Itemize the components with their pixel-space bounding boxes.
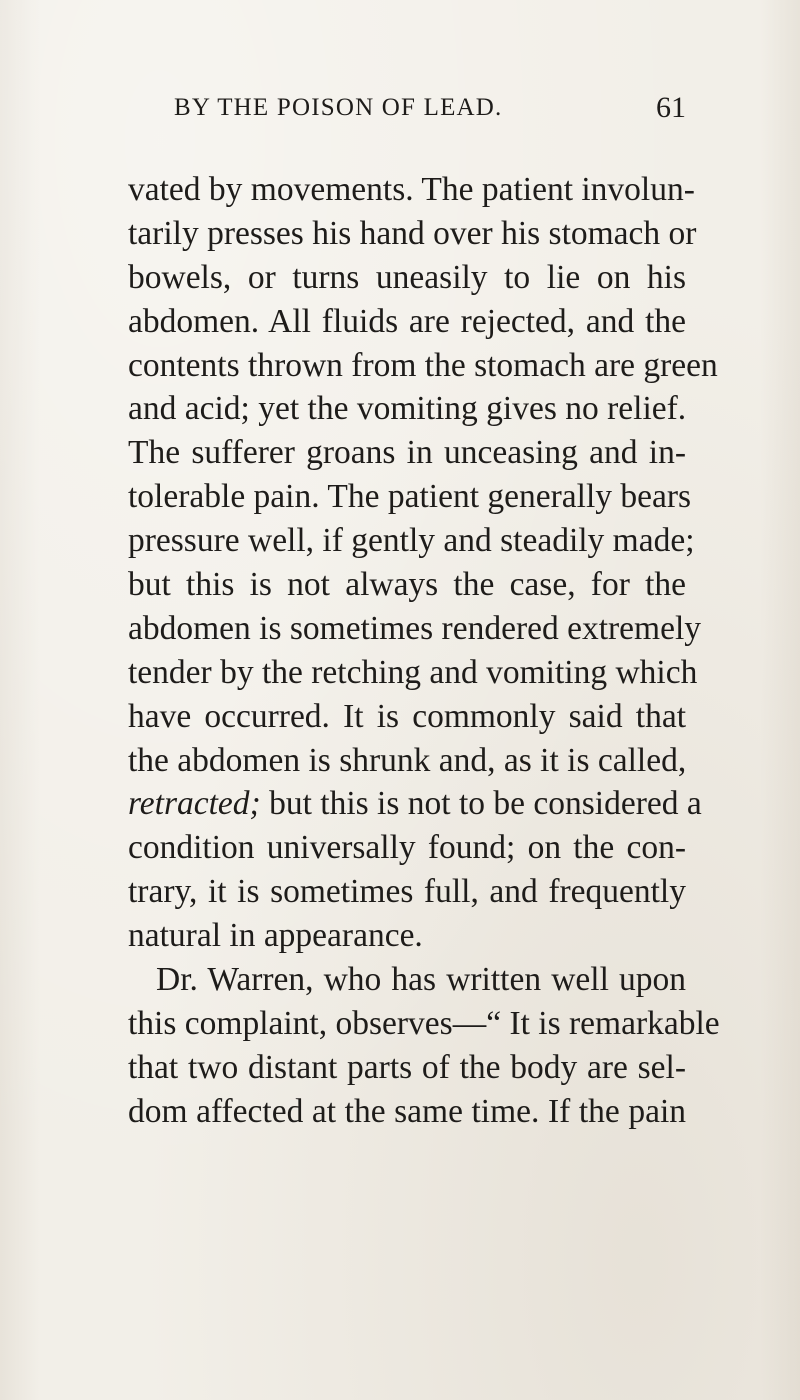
text-line: pressure well, if gently and steadily made; [128,522,695,560]
text-line: tarily presses his hand over his stomach or [128,214,697,252]
text-line: tolerable pain. The patient generally bears [128,478,692,516]
running-head [128,91,686,134]
text-line: have occurred. It is commonly said that [128,697,686,735]
text-line: the abdomen is shrunk and, as it is called, [128,741,687,779]
text-line: abdomen. All fluids are rejected, and the [128,302,686,340]
italic-term: retracted; [128,785,261,823]
text-line: this complaint, observes—“ It is remarkable [128,1004,720,1042]
text-line-with-italic [128,782,702,826]
text-line: abdomen is sometimes rendered extremely [128,609,702,647]
text-line: but this is not always the case, for the [128,566,686,604]
text-line: natural in appearance. [128,917,423,955]
text-line-rest: but this is not to be considered a [260,785,702,823]
text-line: and acid; yet the vomiting gives no relief. [128,390,687,428]
text-line: contents thrown from the stomach are green [128,346,718,384]
text-line: tender by the retching and vomiting which [128,653,698,691]
body-text [128,168,720,1134]
text-line: trary, it is sometimes full, and frequently [128,873,686,911]
text-line: vated by movements. The patient involun- [128,171,695,208]
text-line: The sufferer groans in unceasing and in- [128,434,686,472]
text-line: dom affected at the same time. If the pain [128,1092,686,1130]
running-title: BY THE POISON OF LEAD. [174,94,503,121]
text-line: that two distant parts of the body are sel- [128,1048,686,1086]
text-line: bowels, or turns uneasily to lie on his [128,258,686,296]
text-line: condition universally found; on the con- [128,829,686,867]
text-line: Dr. Warren, who has written well upon [156,961,686,999]
page-number: 61 [656,91,686,124]
